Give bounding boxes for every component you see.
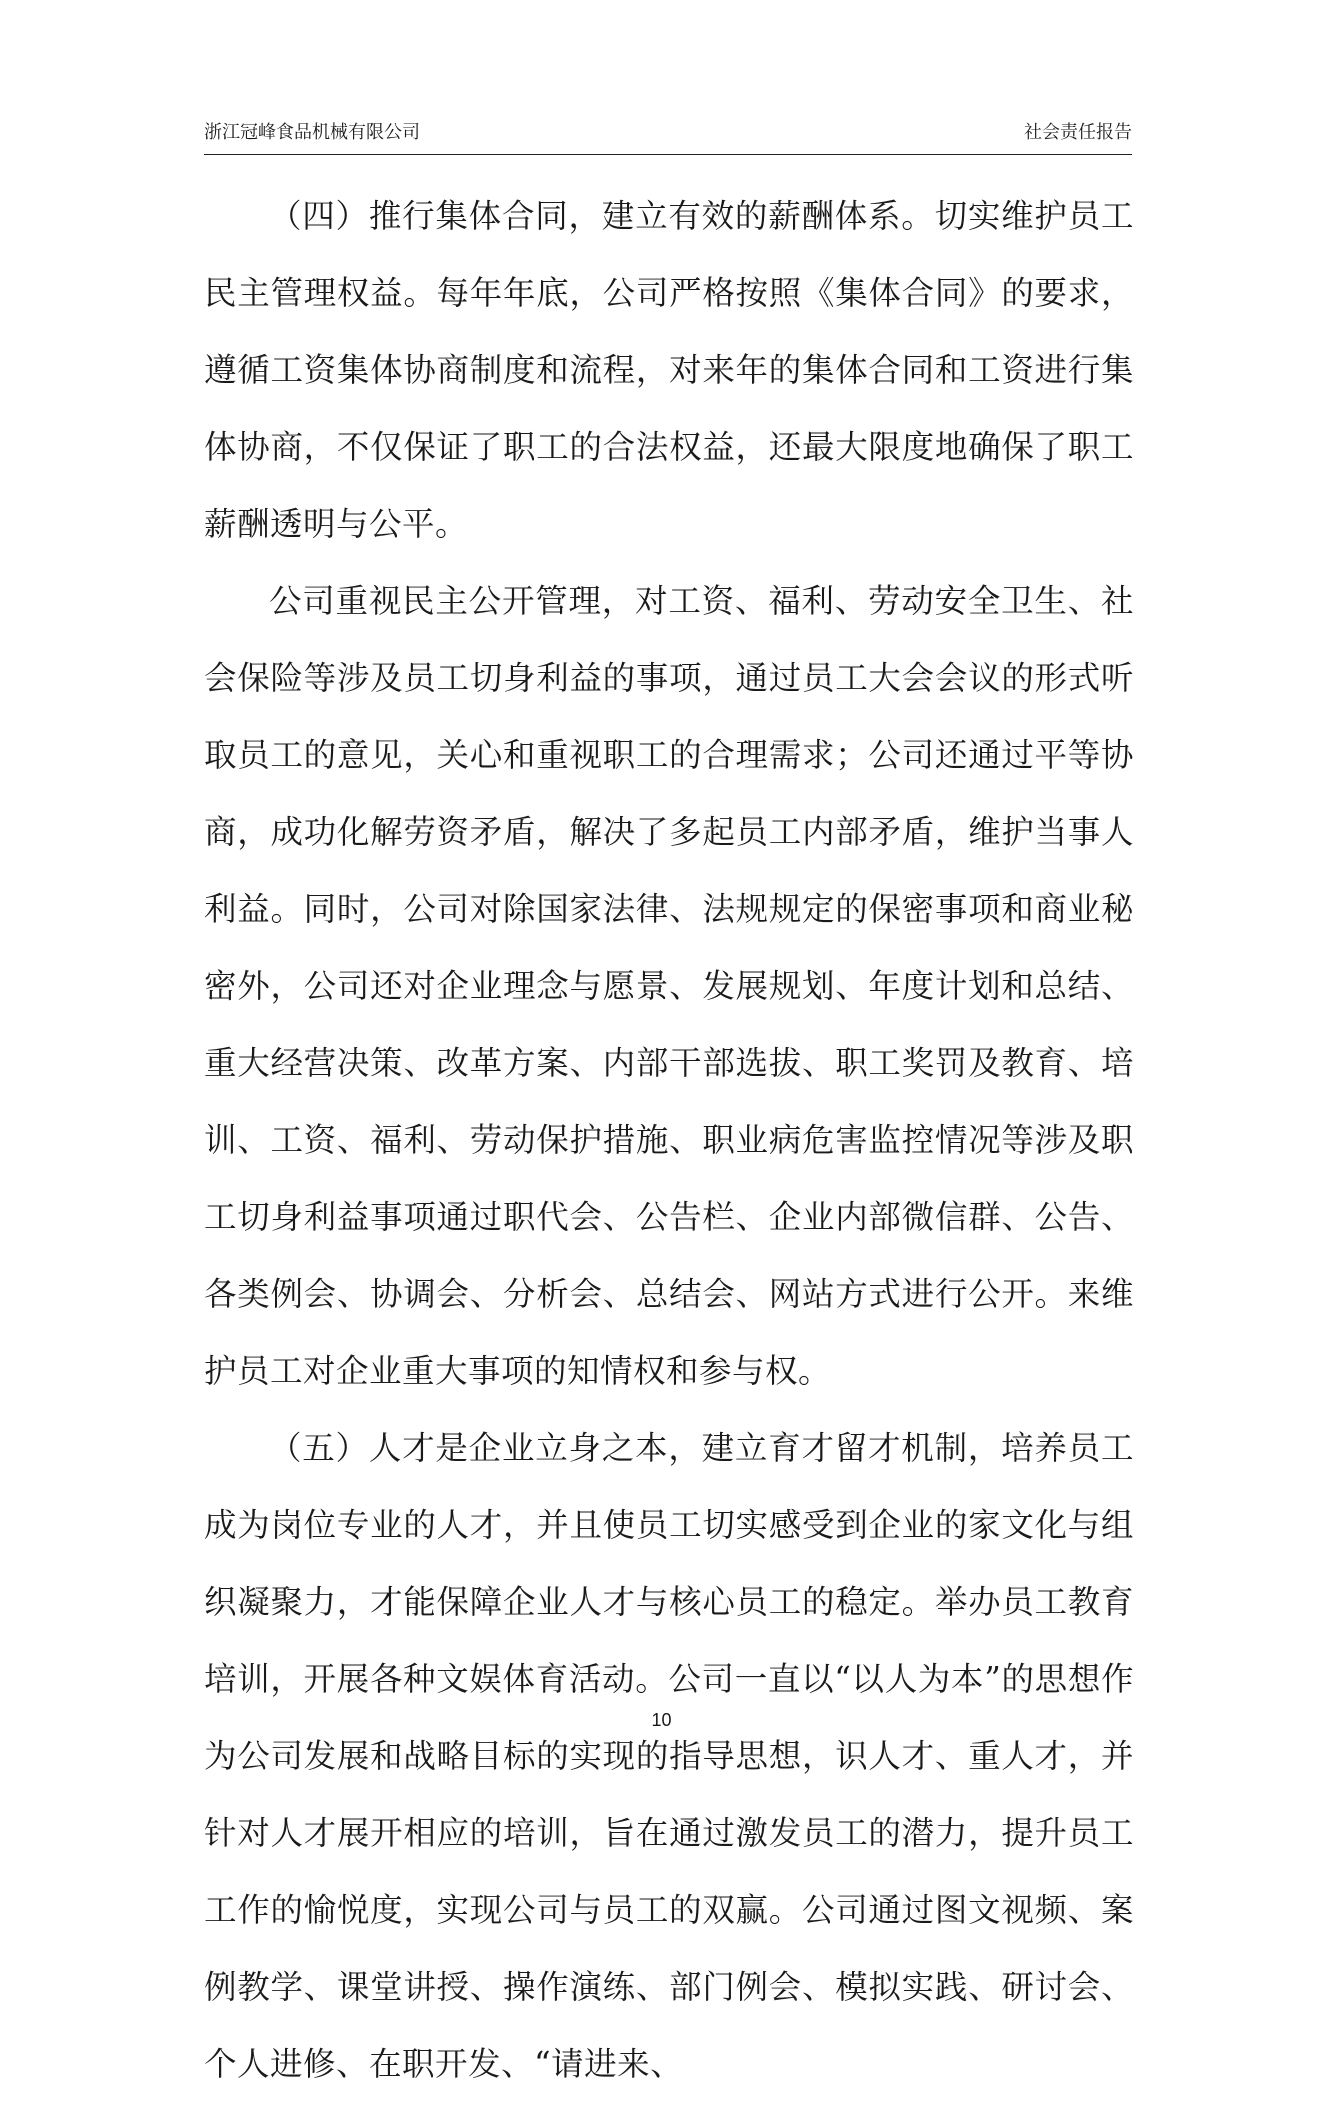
- page-header: [204, 118, 1132, 155]
- document-body: [204, 178, 1134, 2103]
- paragraph-collective-contract: （四）推行集体合同，建立有效的薪酬体系。切实维护员工民主管理权益。每年年底，公司严格按照《集体合同》的要求，遵循工资集体协商制度和流程，对来年的集体合同和工资进行集体协商，不仅保证了职工的合法权益，还最大限度地确保了职工薪酬透明与公平。: [204, 197, 1134, 543]
- paragraph-talent-development: （五）人才是企业立身之本，建立育才留才机制，培养员工成为岗位专业的人才，并且使员工切实感受到企业的家文化与组织凝聚力，才能保障企业人才与核心员工的稳定。举办员工教育培训，开展各种文娱体育活动。公司一直以“以人为本”的思想作为公司发展和战略目标的实现的指导思想，识人才、重人才，并针对人才展开相应的培训，旨在通过激发员工的潜力，提升员工工作的愉悦度，实现公司与员工的双赢。公司通过图文视频、案例教学、课堂讲授、操作演练、部门例会、模拟实践、研讨会、个人进修、在职开发、“请进来、: [204, 1429, 1134, 2083]
- paragraph-democratic-management: 公司重视民主公开管理，对工资、福利、劳动安全卫生、社会保险等涉及员工切身利益的事项，通过员工大会会议的形式听取员工的意见，关心和重视职工的合理需求；公司还通过平等协商，成功化解劳资矛盾，解决了多起员工内部矛盾，维护当事人利益。同时，公司对除国家法律、法规规定的保密事项和商业秘密外，公司还对企业理念与愿景、发展规划、年度计划和总结、重大经营决策、改革方案、内部干部选拔、职工奖罚及教育、培训、工资、福利、劳动保护措施、职业病危害监控情况等涉及职工切身利益事项通过职代会、公告栏、企业内部微信群、公告、各类例会、协调会、分析会、总结会、网站方式进行公开。来维护员工对企业重大事项的知情权和参与权。: [204, 582, 1134, 1390]
- header-company-name: 浙江冠峰食品机械有限公司: [204, 122, 420, 143]
- page-number: 10: [651, 1710, 672, 1730]
- header-report-title: 社会责任报告: [1024, 122, 1132, 143]
